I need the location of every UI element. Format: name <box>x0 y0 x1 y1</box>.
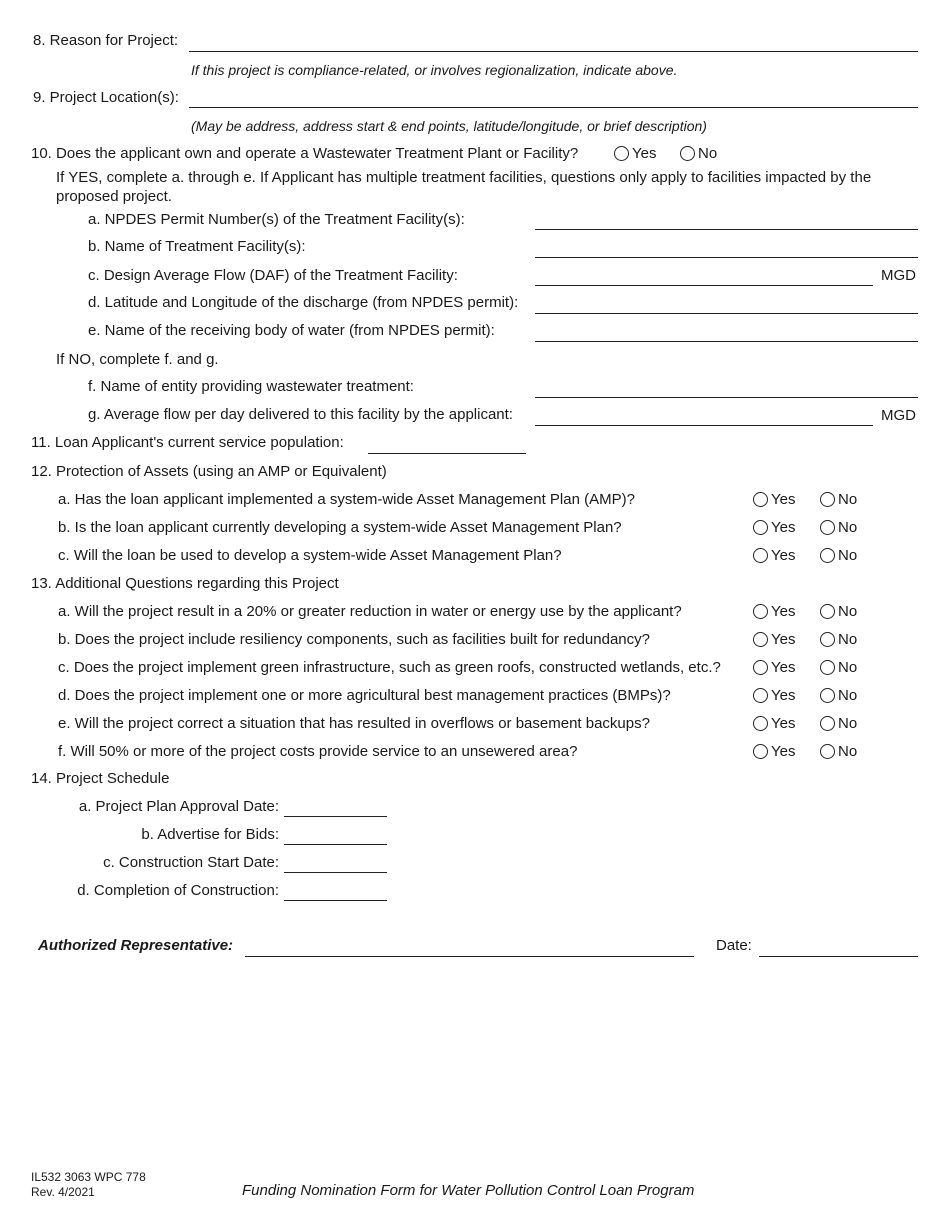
q12b-yes-radio[interactable] <box>753 520 768 535</box>
q13a-label: a. Will the project result in a 20% or greater reduction in water or energy use by the applicant? <box>58 603 682 620</box>
q13c-yes-radio[interactable] <box>753 660 768 675</box>
q12c-yes-radio[interactable] <box>753 548 768 563</box>
q14a-label: a. Project Plan Approval Date: <box>78 798 279 815</box>
q10a-label: a. NPDES Permit Number(s) of the Treatment Facility(s): <box>88 211 465 228</box>
q13b-label: b. Does the project include resiliency components, such as facilities built for redundancy? <box>58 631 650 648</box>
q10b-label: b. Name of Treatment Facility(s): <box>88 238 306 255</box>
no-label: No <box>838 547 858 564</box>
q14b-label: b. Advertise for Bids: <box>141 826 279 843</box>
q13b-yes-radio[interactable] <box>753 632 768 647</box>
authorized-representative-label: Authorized Representative: <box>38 937 234 954</box>
q10c-input-line[interactable] <box>535 285 873 286</box>
q12b-yes-option[interactable] <box>753 519 795 536</box>
q10c-label: c. Design Average Flow (DAF) of the Treatment Facility: <box>88 267 458 284</box>
q10a-input-line[interactable] <box>535 229 918 230</box>
q10d-label: d. Latitude and Longitude of the discharge (from NPDES permit): <box>88 294 519 311</box>
q12a-yes-option[interactable] <box>753 491 795 508</box>
q13f-yes-radio[interactable] <box>753 744 768 759</box>
q12-label: 12. Protection of Assets (using an AMP or Equivalent) <box>31 463 387 480</box>
q13-label: 13. Additional Questions regarding this Project <box>31 575 339 592</box>
q13b-no-radio[interactable] <box>820 632 835 647</box>
no-label: No <box>838 743 858 760</box>
date-input-line[interactable] <box>759 956 918 957</box>
q13b-yes-option[interactable] <box>753 631 795 648</box>
q10-if-yes-line2: proposed project. <box>56 188 172 205</box>
yes-label: Yes <box>771 659 796 676</box>
q10-yes-option[interactable] <box>614 145 656 162</box>
q10g-label: g. Average flow per day delivered to this facility by the applicant: <box>88 406 513 423</box>
q14c-input-line[interactable] <box>284 872 387 873</box>
q12c-yes-option[interactable] <box>753 547 795 564</box>
q12c-label: c. Will the loan be used to develop a system-wide Asset Management Plan? <box>58 547 562 564</box>
q10g-input-line[interactable] <box>535 425 873 426</box>
signature-input-line[interactable] <box>245 956 694 957</box>
q13f-yes-option[interactable] <box>753 743 795 760</box>
q14c-label: c. Construction Start Date: <box>103 854 279 871</box>
q13c-label: c. Does the project implement green infrastructure, such as green roofs, constructed wetlands, etc.? <box>58 659 721 676</box>
q13a-no-option[interactable] <box>820 603 857 620</box>
q13a-no-radio[interactable] <box>820 604 835 619</box>
q13b-no-option[interactable] <box>820 631 857 648</box>
date-label: Date: <box>716 937 752 954</box>
q10f-label: f. Name of entity providing wastewater treatment: <box>88 378 414 395</box>
q13c-no-option[interactable] <box>820 659 857 676</box>
q10g-unit: MGD <box>881 407 916 424</box>
q8-input-line[interactable] <box>189 51 918 52</box>
footer-form-id: IL532 3063 WPC 778 <box>31 1170 146 1184</box>
q10e-label: e. Name of the receiving body of water (from NPDES permit): <box>88 322 495 339</box>
q14-label: 14. Project Schedule <box>31 770 170 787</box>
q12b-no-radio[interactable] <box>820 520 835 535</box>
q12a-no-radio[interactable] <box>820 492 835 507</box>
no-label: No <box>838 659 858 676</box>
no-label: No <box>838 519 858 536</box>
q13f-label: f. Will 50% or more of the project costs provide service to an unsewered area? <box>58 743 578 760</box>
q14d-input-line[interactable] <box>284 900 387 901</box>
yes-label: Yes <box>771 491 796 508</box>
q9-note: (May be address, address start & end points, latitude/longitude, or brief description) <box>191 118 707 134</box>
yes-label: Yes <box>771 603 796 620</box>
q8-label: 8. Reason for Project: <box>33 32 179 49</box>
q10f-input-line[interactable] <box>535 397 918 398</box>
q10-no-radio[interactable] <box>680 146 695 161</box>
q12a-no-option[interactable] <box>820 491 857 508</box>
q13d-no-radio[interactable] <box>820 688 835 703</box>
yes-label: Yes <box>771 519 796 536</box>
q14d-label: d. Completion of Construction: <box>77 882 279 899</box>
q12b-label: b. Is the loan applicant currently developing a system-wide Asset Management Plan? <box>58 519 622 536</box>
q13e-no-radio[interactable] <box>820 716 835 731</box>
q13c-yes-option[interactable] <box>753 659 795 676</box>
q10b-input-line[interactable] <box>535 257 918 258</box>
q13d-label: d. Does the project implement one or more agricultural best management practices (BMPs)? <box>58 687 671 704</box>
q10-yes-label: Yes <box>632 145 657 162</box>
footer-form-title: Funding Nomination Form for Water Pollution Control Loan Program <box>242 1182 695 1199</box>
q10-label: 10. Does the applicant own and operate a Wastewater Treatment Plant or Facility? <box>31 145 579 162</box>
no-label: No <box>838 715 858 732</box>
q13e-yes-option[interactable] <box>753 715 795 732</box>
no-label: No <box>838 687 858 704</box>
q10c-unit: MGD <box>881 267 916 284</box>
yes-label: Yes <box>771 715 796 732</box>
q13e-label: e. Will the project correct a situation that has resulted in overflows or basement backups? <box>58 715 650 732</box>
yes-label: Yes <box>771 687 796 704</box>
q10d-input-line[interactable] <box>535 313 918 314</box>
q12c-no-radio[interactable] <box>820 548 835 563</box>
q13a-yes-option[interactable] <box>753 603 795 620</box>
q11-label: 11. Loan Applicant's current service population: <box>31 434 344 451</box>
q10-if-no: If NO, complete f. and g. <box>56 351 219 368</box>
q13f-no-radio[interactable] <box>820 744 835 759</box>
q13d-no-option[interactable] <box>820 687 857 704</box>
q12a-label: a. Has the loan applicant implemented a system-wide Asset Management Plan (AMP)? <box>58 491 635 508</box>
no-label: No <box>838 603 858 620</box>
q13e-yes-radio[interactable] <box>753 716 768 731</box>
yes-label: Yes <box>771 547 796 564</box>
no-label: No <box>838 491 858 508</box>
q13d-yes-radio[interactable] <box>753 688 768 703</box>
q10-yes-radio[interactable] <box>614 146 629 161</box>
q14a-input-line[interactable] <box>284 816 387 817</box>
footer-revision: Rev. 4/2021 <box>31 1185 95 1199</box>
q9-label: 9. Project Location(s): <box>33 89 179 106</box>
yes-label: Yes <box>771 743 796 760</box>
q14b-input-line[interactable] <box>284 844 387 845</box>
yes-label: Yes <box>771 631 796 648</box>
q10-no-option[interactable] <box>680 145 717 162</box>
q10-if-yes-line1: If YES, complete a. through e. If Applicant has multiple treatment facilities, questions only apply to facilities impacted by the <box>56 169 872 186</box>
q13f-no-option[interactable] <box>820 743 857 760</box>
no-label: No <box>838 631 858 648</box>
q13c-no-radio[interactable] <box>820 660 835 675</box>
q12a-yes-radio[interactable] <box>753 492 768 507</box>
q13a-yes-radio[interactable] <box>753 604 768 619</box>
q12b-no-option[interactable] <box>820 519 857 536</box>
q10-no-label: No <box>698 145 718 162</box>
q11-input-line[interactable] <box>368 453 526 454</box>
q10e-input-line[interactable] <box>535 341 918 342</box>
q13e-no-option[interactable] <box>820 715 857 732</box>
q8-note: If this project is compliance-related, or involves regionalization, indicate above. <box>191 62 678 78</box>
q13d-yes-option[interactable] <box>753 687 795 704</box>
q9-input-line[interactable] <box>189 107 918 108</box>
q12c-no-option[interactable] <box>820 547 857 564</box>
